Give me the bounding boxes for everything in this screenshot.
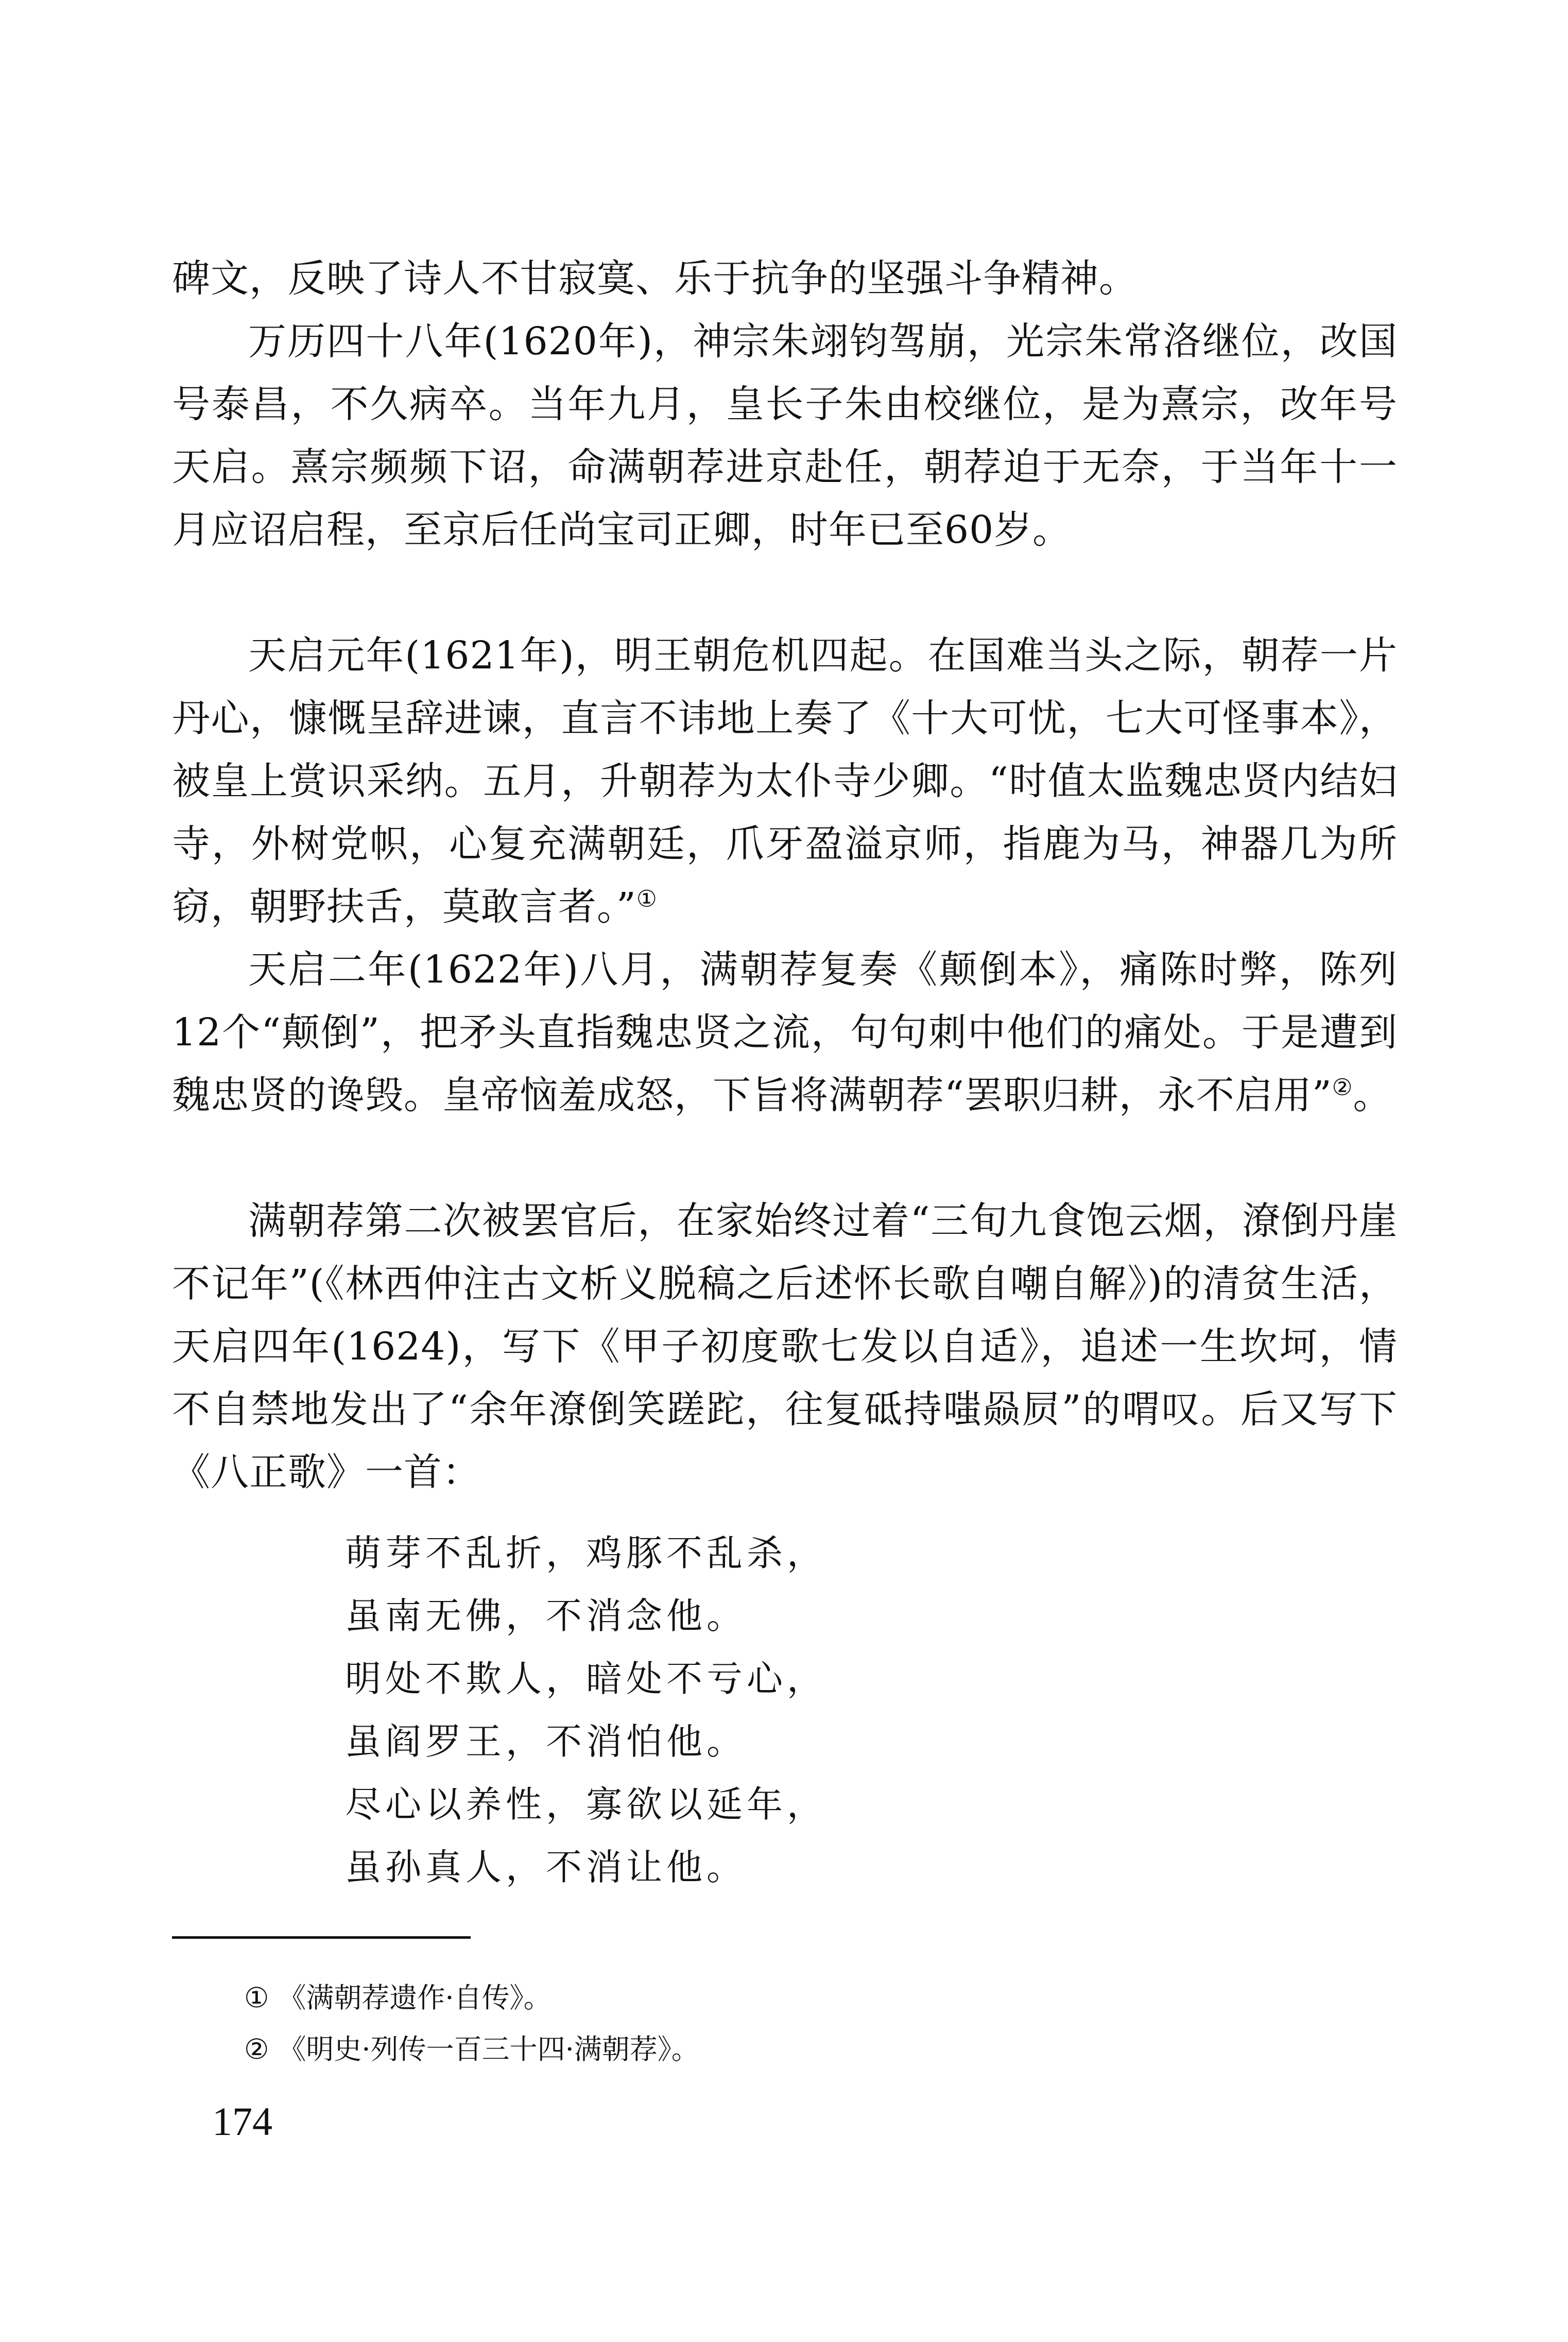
paragraph-text: 天启元年(1621年)，明王朝危机四起。在国难当头之际，朝荐一片丹心，慷慨呈辞进谏，直言不讳地上奏了《十大可忧，七大可怪事本》，被皇上赏识采纳。五月，升朝荐为太仆寺少卿。“时值太监魏忠贤内结妇寺，外树党帜，心复充满朝廷，爪牙盈溢京师，指鹿为马，神器几为所窃，朝野扶舌，莫敢言者。” [172,633,1398,929]
paragraph-text: 万历四十八年(1620年)，神宗朱翊钧驾崩，光宗朱常洛继位，改国号泰昌，不久病卒。当年九月，皇长子朱由校继位，是为熹宗，改年号天启。熹宗频频下诏，命满朝荐进京赴任，朝荐迫于无奈，于当年十一月应诏启程，至京后任尚宝司正卿，时年已至60岁。 [172,319,1398,552]
paragraph-continuation [172,247,1398,310]
paragraph-tail: 。 [1353,1073,1392,1117]
poem-line: 虽孙真人，不消让他。 [345,1846,747,1888]
footnotes [244,1972,699,2075]
footnote-ref: ② [1332,1074,1353,1101]
footnote-text: 《明史·列传一百三十四·满朝荐》。 [278,2033,699,2065]
paragraph-text: 碑文，反映了诗人不甘寂寞、乐于抗争的坚强斗争精神。 [172,256,1138,301]
paragraph-tianqi-2 [172,938,1398,1127]
footnote-item [244,1972,699,2024]
paragraph-text: 满朝荐第二次被罢官后，在家始终过着“三旬九食饱云烟，潦倒丹崖不记年”(《林西仲注古文析义脱稿之后述怀长歌自嘲自解》)的清贫生活，天启四年(1624)，写下《甲子初度歌七发以自适》，追述一生坎坷，情不自禁地发出了“余年潦倒笑蹉跎，往复砥持嗤赑屃”的喟叹。后又写下《八正歌》一首： [172,1199,1398,1494]
page-number: 174 [212,2099,272,2144]
poem-line: 虽阎罗王，不消怕他。 [345,1720,747,1763]
poem-line: 虽南无佛，不消念他。 [345,1595,747,1637]
poem-ba-zheng-ge [345,1522,1323,1899]
footnote-ref: ① [636,886,658,912]
paragraph-second-dismissal [172,1190,1398,1504]
paragraph-text: 天启二年(1622年)八月，满朝荐复奏《颠倒本》，痛陈时弊，陈列12个“颠倒”，把矛头直指魏忠贤之流，句句刺中他们的痛处。于是遭到魏忠贤的谗毁。皇帝恼羞成怒，下旨将满朝荐“罢职归耕，永不启用” [172,948,1398,1117]
poem-line: 尽心以养性，寡欲以延年， [345,1783,827,1826]
paragraph-wanli [172,310,1398,561]
footnote-divider [172,1936,471,1939]
footnote-mark: ① [244,1982,269,2014]
paragraph-tianqi-1 [172,624,1398,938]
footnote-mark: ② [244,2033,269,2065]
footnote-item [244,2024,699,2075]
poem-line: 萌芽不乱折，鸡豚不乱杀， [345,1532,827,1574]
poem-line: 明处不欺人，暗处不亏心， [345,1658,827,1700]
footnote-text: 《满朝荐遗作·自传》。 [278,1982,552,2014]
